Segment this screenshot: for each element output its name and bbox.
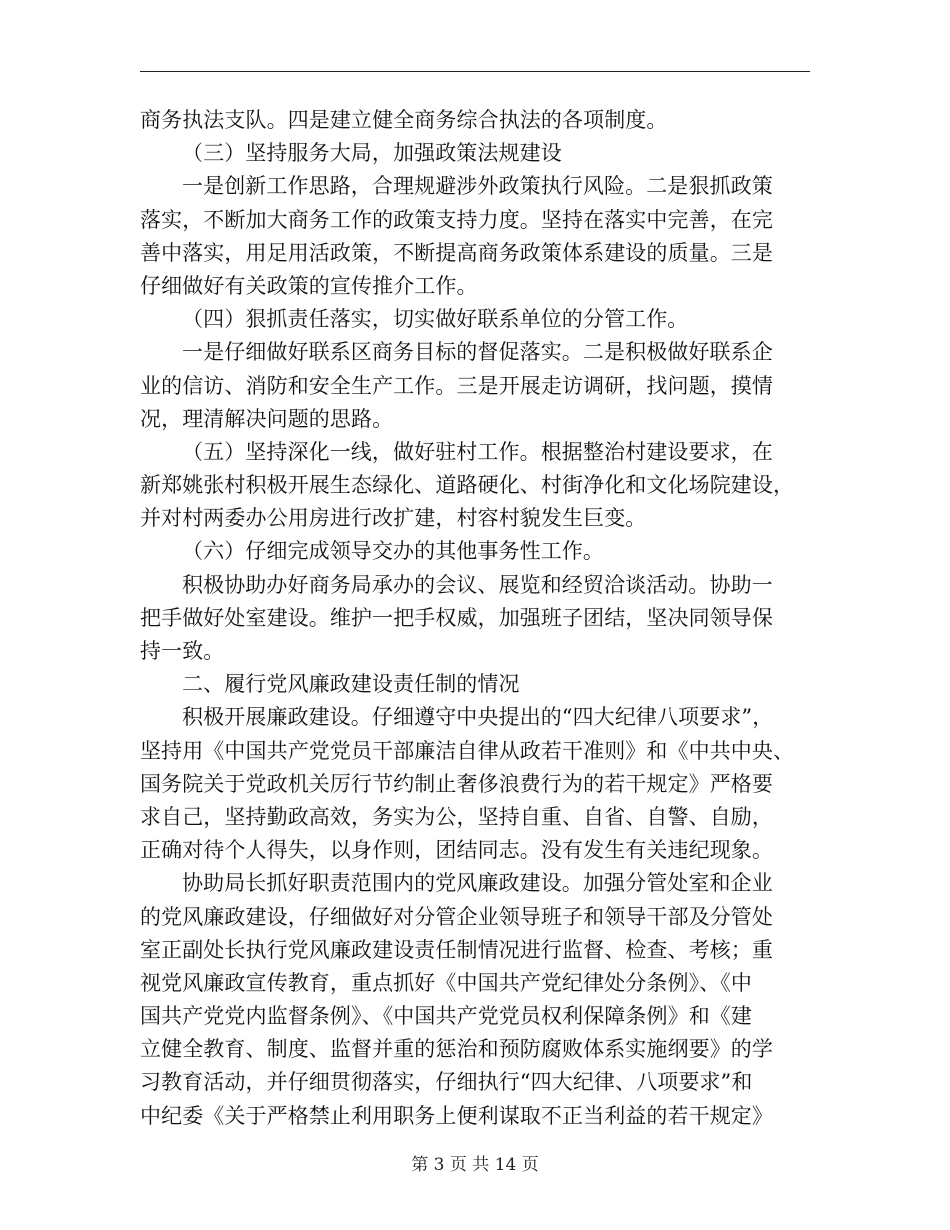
text-line: 把手做好处室建设。维护一把手权威，加强班子团结，坚决同领导保: [140, 605, 773, 630]
text-line: 国务院关于党政机关厉行节约制止奢侈浪费行为的若干规定》严格要: [140, 771, 773, 796]
page-number: 第 3 页 共 14 页: [411, 1155, 539, 1175]
text-line: 一是创新工作思路，合理规避涉外政策执行风险。二是狠抓政策: [182, 174, 773, 199]
text-line: 求自己，坚持勤政高效，务实为公，坚持自重、自省、自警、自励，: [140, 804, 773, 829]
header-rule: [140, 71, 810, 72]
text-line: 善中落实，用足用活政策，不断提高商务政策体系建设的质量。三是: [140, 240, 773, 265]
text-line: 积极开展廉政建设。仔细遵守中央提出的“四大纪律八项要求”，: [182, 705, 774, 730]
text-line: 新郑姚张村积极开展生态绿化、道路硬化、村街净化和文化场院建设，: [140, 473, 795, 498]
text-line: 室正副处长执行党风廉政建设责任制情况进行监督、检查、考核；重: [140, 937, 773, 962]
text-line: 业的信访、消防和安全生产工作。三是开展走访调研，找问题，摸情: [140, 373, 773, 398]
section-heading: （六）仔细完成领导交办的其他事务性工作。: [182, 539, 604, 564]
text-line: 习教育活动，并仔细贯彻落实，仔细执行“四大纪律、八项要求”和: [140, 1070, 753, 1095]
text-line: 持一致。: [140, 639, 225, 663]
text-line: 的党风廉政建设，仔细做好对分管企业领导班子和领导干部及分管处: [140, 904, 773, 929]
text-line: 仔细做好有关政策的宣传推介工作。: [140, 273, 478, 298]
text-line: 况，理清解决问题的思路。: [140, 406, 394, 431]
text-line: 中纪委《关于严格禁止利用职务上便利谋取不正当利益的若干规定》: [140, 1103, 773, 1128]
text-line: 商务执法支队。四是建立健全商务综合执法的各项制度。: [140, 108, 668, 132]
text-line: 协助局长抓好职责范围内的党风廉政建设。加强分管处室和企业: [182, 871, 773, 896]
text-line: 坚持用《中国共产党党员干部廉洁自律从政若干准则》和《中共中央、: [140, 738, 795, 763]
text-line: 国共产党党内监督条例》、《中国共产党党员权利保障条例》和《建: [140, 1004, 752, 1029]
text-line: 立健全教育、制度、监督并重的惩治和预防腐败体系实施纲要》的学: [140, 1037, 773, 1062]
section-heading: 二、履行党风廉政建设责任制的情况: [182, 672, 520, 697]
text-line: 并对村两委办公用房进行改扩建，村容村貌发生巨变。: [140, 506, 647, 531]
text-line: 正确对待个人得失，以身作则，团结同志。没有发生有关违纪现象。: [140, 838, 773, 863]
section-heading: （五）坚持深化一线，做好驻村工作。根据整治村建设要求，在: [182, 439, 773, 464]
section-heading: （四）狠抓责任落实，切实做好联系单位的分管工作。: [182, 307, 689, 332]
text-line: 积极协助办好商务局承办的会议、展览和经贸洽谈活动。协助一: [182, 572, 773, 597]
section-heading: （三）坚持服务大局，加强政策法规建设: [182, 141, 562, 166]
text-line: 视党风廉政宣传教育，重点抓好《中国共产党纪律处分条例》、《中: [140, 970, 752, 995]
text-line: 一是仔细做好联系区商务目标的督促落实。二是积极做好联系企: [182, 340, 773, 365]
document-body: [140, 104, 812, 1133]
text-line: 落实，不断加大商务工作的政策支持力度。坚持在落实中完善，在完: [140, 207, 773, 232]
